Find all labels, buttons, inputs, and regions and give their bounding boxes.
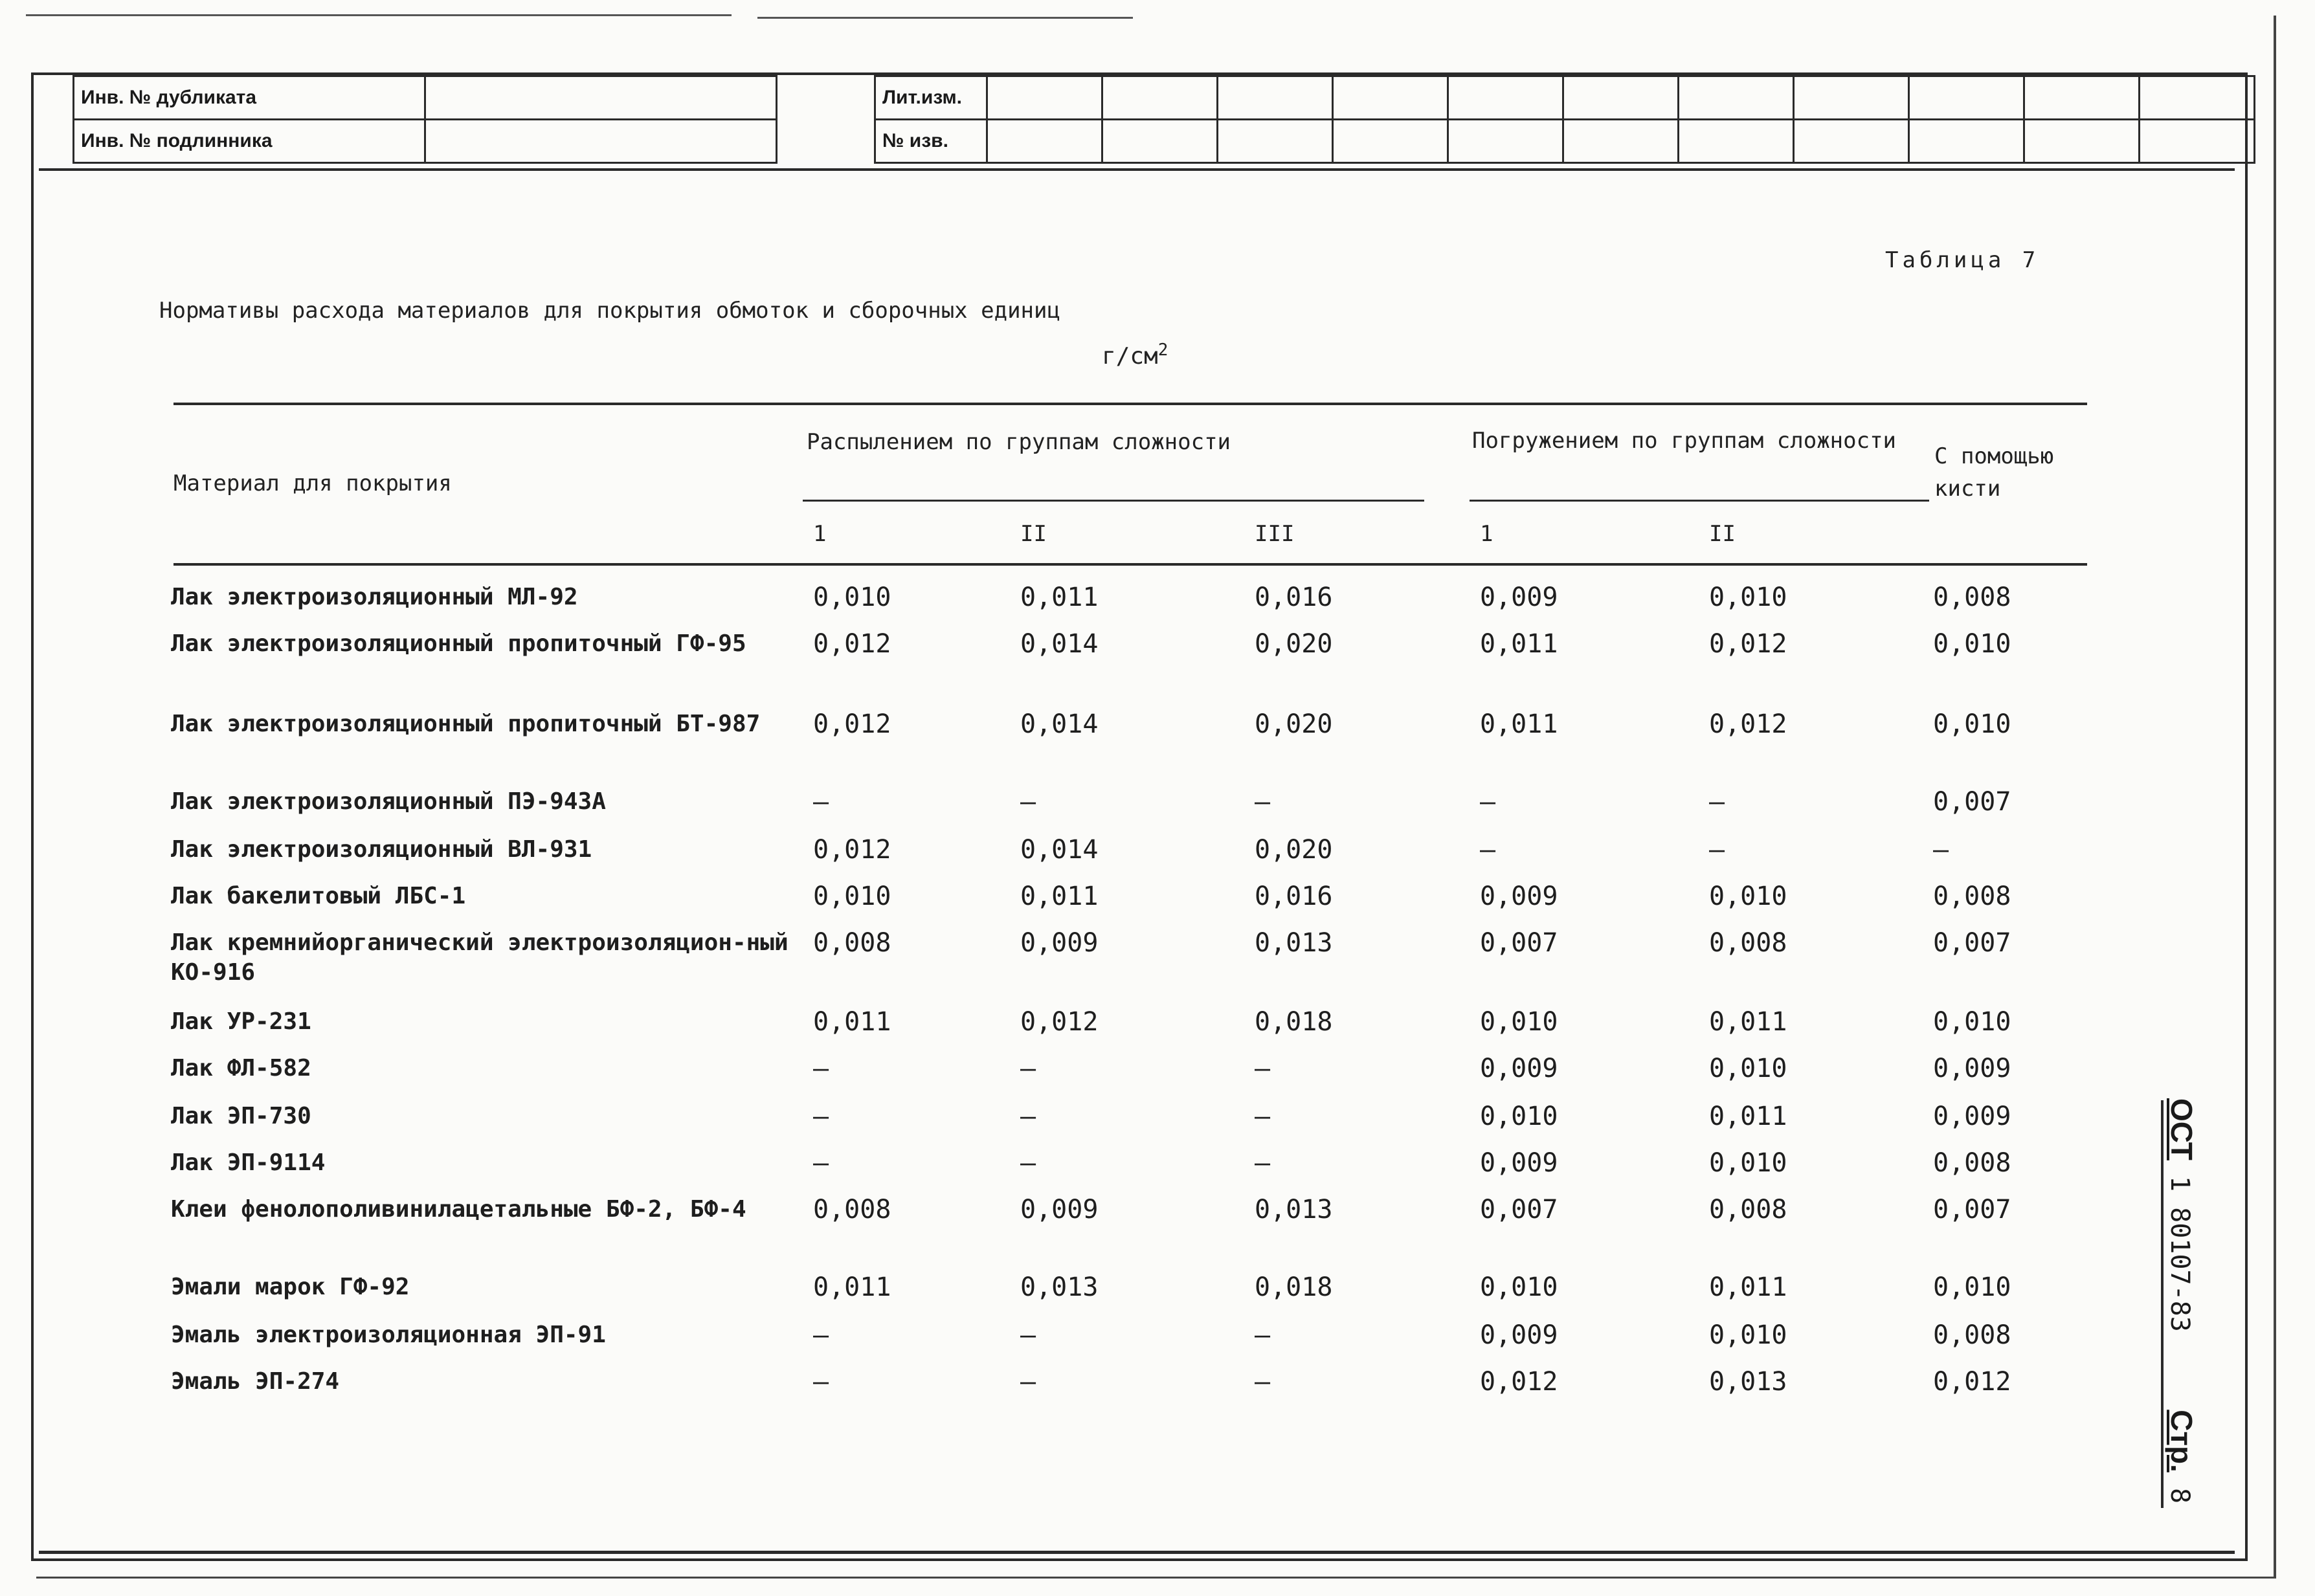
rate-value: – (813, 1148, 829, 1178)
rate-value: 0,013 (1020, 1272, 1099, 1302)
material-name: Лак УР-231 (171, 1008, 311, 1035)
rate-value: 0,010 (1933, 1272, 2011, 1302)
rate-value: – (813, 787, 829, 817)
rate-value: 0,009 (1480, 1148, 1558, 1178)
stamp-value-duplicate (425, 76, 777, 120)
rate-value: 0,007 (1933, 787, 2011, 817)
rate-value: 0,012 (1709, 629, 1787, 659)
rate-value: – (1480, 835, 1496, 865)
rate-value: 0,010 (1480, 1102, 1558, 1131)
page-right-edge (2274, 16, 2276, 1578)
material-name: Лак электроизоляционный МЛ-92 (171, 584, 578, 610)
header-brush: С помощью кисти (1934, 443, 2054, 502)
rate-value: 0,011 (1709, 1272, 1787, 1302)
rate-value: 0,010 (1709, 1054, 1787, 1083)
rate-value: 0,011 (1020, 582, 1099, 612)
top-edge-line (757, 17, 1133, 19)
rate-value: 0,009 (1480, 881, 1558, 911)
table-title: Нормативы расхода материалов для покрытия обмоток и сборочных единиц (159, 298, 1060, 324)
rate-value: 0,011 (1709, 1007, 1787, 1037)
spray-header-rule (803, 500, 1424, 502)
stamp-label-duplicate: Инв. № дубликата (74, 76, 425, 120)
rate-value: – (813, 1102, 829, 1131)
rate-value: 0,009 (1020, 928, 1099, 958)
page-bottom-edge (36, 1577, 2276, 1579)
rate-value: – (1480, 787, 1496, 817)
top-edge-line (26, 14, 732, 16)
rate-value: 0,008 (813, 1195, 891, 1225)
rate-value: 0,020 (1255, 709, 1333, 739)
material-name: Лак ЭП-730 (171, 1103, 311, 1129)
rate-value: 0,013 (1709, 1367, 1787, 1397)
rate-value: – (813, 1320, 829, 1350)
revision-stamp (874, 75, 2255, 164)
rate-value: – (1255, 1054, 1271, 1083)
rate-value: 0,016 (1255, 881, 1333, 911)
header-spray-group-1: 1 (813, 521, 827, 547)
stamp-label-original: Инв. № подлинника (74, 120, 425, 163)
rate-value: 0,010 (1933, 709, 2011, 739)
rate-value: 0,007 (1933, 928, 2011, 958)
rate-value: – (813, 1367, 829, 1397)
rate-value: 0,014 (1020, 835, 1099, 865)
rate-value: – (1020, 1320, 1036, 1350)
rate-value: – (1020, 787, 1036, 817)
rate-value: – (1020, 1148, 1036, 1178)
rate-value: 0,010 (1480, 1272, 1558, 1302)
page-label: Стр. (2165, 1410, 2198, 1472)
page-number: 8 (2165, 1487, 2195, 1504)
rate-value: 0,007 (1480, 1195, 1558, 1225)
material-name: Эмаль электроизоляционная ЭП-91 (171, 1322, 606, 1348)
rate-value: 0,011 (813, 1007, 891, 1037)
rate-value: 0,012 (813, 629, 891, 659)
rate-value: 0,012 (1480, 1367, 1558, 1397)
rate-value: 0,010 (813, 881, 891, 911)
material-name: Лак бакелитовый ЛБС-1 (171, 883, 466, 909)
table-top-rule (173, 403, 2087, 405)
dip-header-rule (1470, 500, 1929, 502)
material-name: Лак ЭП-9114 (171, 1149, 326, 1176)
rate-value: 0,014 (1020, 629, 1099, 659)
rate-value: 0,011 (1709, 1102, 1787, 1131)
rate-value: 0,009 (1480, 1320, 1558, 1350)
stamp-label-revision-letter: Лит.изм. (875, 76, 987, 120)
header-spray-group-2: II (1020, 521, 1047, 547)
rate-value: 0,010 (1709, 881, 1787, 911)
rate-value: 0,010 (1709, 582, 1787, 612)
rate-value: 0,009 (1933, 1102, 2011, 1131)
rate-value: – (1255, 1367, 1271, 1397)
rate-value: 0,011 (813, 1272, 891, 1302)
header-dip-group-1: 1 (1480, 521, 1493, 547)
unit-label: $г/см^2$ (1102, 340, 1169, 370)
rate-value: 0,008 (1709, 1195, 1787, 1225)
rate-value: 0,008 (813, 928, 891, 958)
header-dip-group-2: II (1709, 521, 1736, 547)
rate-value: 0,008 (1933, 1148, 2011, 1178)
rate-value: 0,007 (1480, 928, 1558, 958)
rate-value: 0,018 (1255, 1007, 1333, 1037)
rate-value: – (1020, 1054, 1036, 1083)
material-name: Эмали марок ГФ-92 (171, 1274, 410, 1300)
rate-value: 0,008 (1933, 582, 2011, 612)
rate-value: 0,011 (1480, 629, 1558, 659)
material-name: Клеи фенолополивинилацетальные БФ-2, БФ-4 (171, 1196, 746, 1223)
rate-value: 0,010 (1480, 1007, 1558, 1037)
rate-value: 0,008 (1933, 881, 2011, 911)
rate-value: – (813, 1054, 829, 1083)
rate-value: – (1255, 1102, 1271, 1131)
rate-value: 0,007 (1933, 1195, 2011, 1225)
rate-value: 0,012 (1020, 1007, 1099, 1037)
standard-number: 1 80107-83 (2165, 1175, 2195, 1332)
document-designation (2156, 1100, 2208, 1502)
header-spray-group-3: III (1255, 521, 1295, 547)
rate-value: – (1709, 787, 1725, 817)
inventory-stamp (73, 75, 777, 164)
material-name: Лак электроизоляционный ПЭ-943А (171, 788, 606, 815)
rate-value: 0,013 (1255, 928, 1333, 958)
rate-value: 0,009 (1020, 1195, 1099, 1225)
rate-value: – (1020, 1367, 1036, 1397)
material-name: Лак кремнийорганический электроизоляцион-ный КО-916 (171, 929, 788, 986)
rate-value: 0,010 (1933, 1007, 2011, 1037)
rate-value: 0,014 (1020, 709, 1099, 739)
header-material: Материал для покрытия (173, 471, 452, 496)
rate-value: – (1020, 1102, 1036, 1131)
rate-value: 0,010 (1709, 1148, 1787, 1178)
rate-value: 0,009 (1480, 582, 1558, 612)
material-name: Эмаль ЭП-274 (171, 1368, 340, 1395)
rate-value: 0,012 (1933, 1367, 2011, 1397)
rate-value: 0,020 (1255, 629, 1333, 659)
material-name: Лак электроизоляционный пропиточный ГФ-95 (171, 630, 746, 657)
rate-value: 0,018 (1255, 1272, 1333, 1302)
material-name: Лак ФЛ-582 (171, 1055, 311, 1081)
stamp-value-original (425, 120, 777, 163)
rate-value: – (1255, 787, 1271, 817)
rate-value: 0,011 (1020, 881, 1099, 911)
rate-value: 0,009 (1933, 1054, 2011, 1083)
rate-value: 0,016 (1255, 582, 1333, 612)
rate-value: – (1709, 835, 1725, 865)
header-spray: Распылением по группам сложности (807, 429, 1231, 455)
rate-value: 0,008 (1933, 1320, 2011, 1350)
rate-value: – (1933, 835, 1949, 865)
table-header-rule (173, 563, 2087, 566)
rate-value: 0,020 (1255, 835, 1333, 865)
table-number: Таблица 7 (1885, 247, 2040, 273)
rate-value: – (1255, 1148, 1271, 1178)
rate-value: 0,010 (1933, 629, 2011, 659)
rate-value: 0,012 (813, 709, 891, 739)
material-name: Лак электроизоляционный ВЛ-931 (171, 836, 592, 863)
rate-value: 0,010 (1709, 1320, 1787, 1350)
header-dip: Погружением по группам сложности (1472, 428, 1897, 454)
material-name: Лак электроизоляционный пропиточный БТ-987 (171, 711, 761, 737)
rate-value: 0,013 (1255, 1195, 1333, 1225)
rate-value: 0,012 (1709, 709, 1787, 739)
rate-value: – (1255, 1320, 1271, 1350)
rate-value: 0,008 (1709, 928, 1787, 958)
stamp-label-notice-number: № изв. (875, 120, 987, 163)
rate-value: 0,012 (813, 835, 891, 865)
rate-value: 0,011 (1480, 709, 1558, 739)
rate-value: 0,009 (1480, 1054, 1558, 1083)
rate-value: 0,010 (813, 582, 891, 612)
standard-code: ОСТ (2165, 1098, 2198, 1160)
